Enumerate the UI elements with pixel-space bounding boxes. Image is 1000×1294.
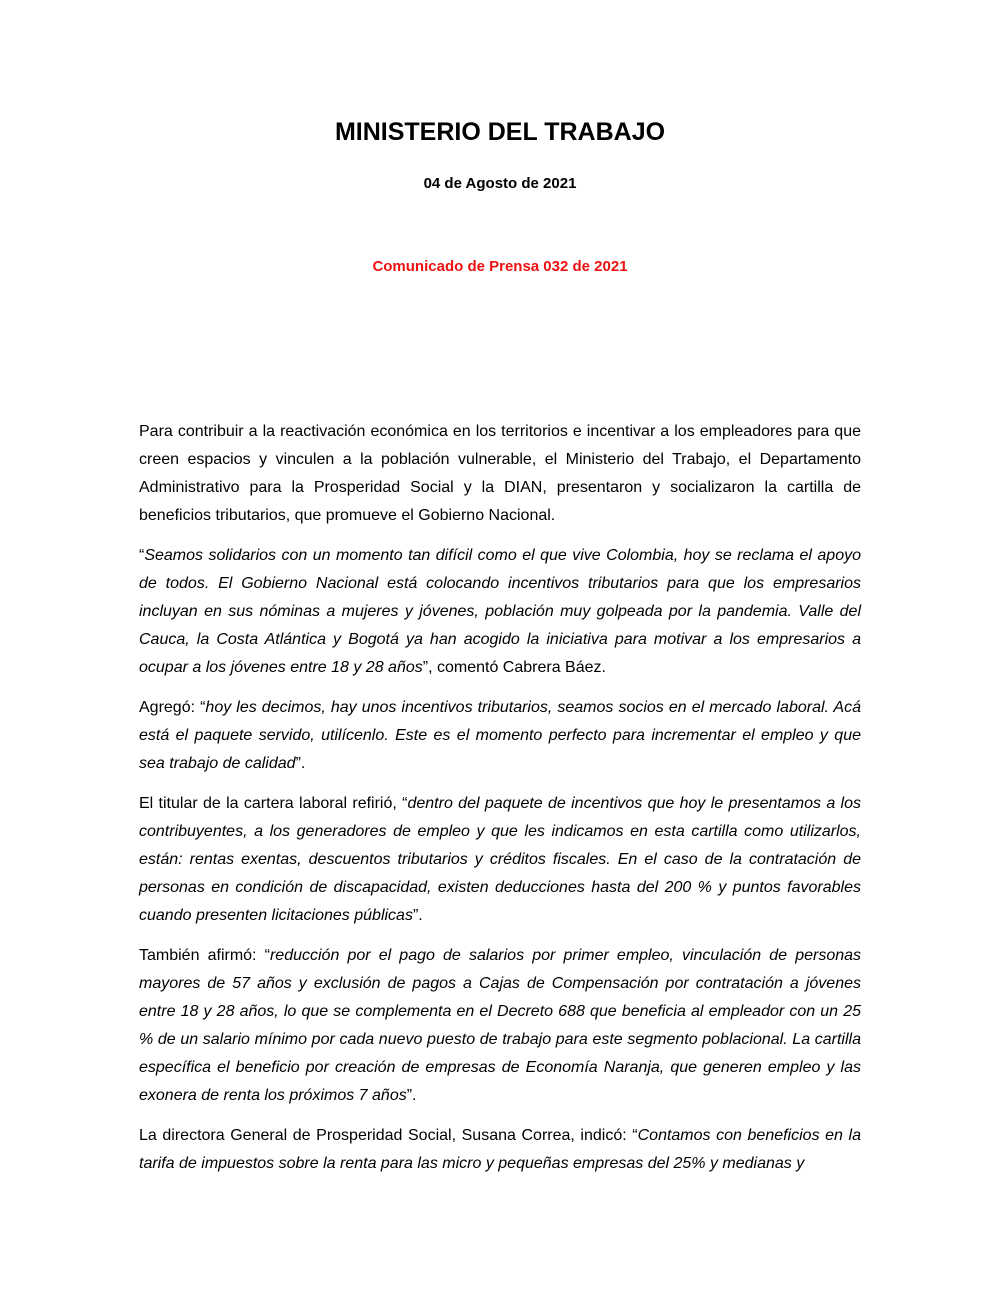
quote-text: Seamos solidarios con un momento tan difícil como el que vive Colombia, hoy se reclama el apoyo de todos. El Gobierno Nacional está colocando incentivos tributarios para que los empresarios incluyan en sus nóminas a mujeres y jóvenes, población muy golpeada por la pandemia. Valle del Cauca, la Costa Atlántica y Bogotá ya han acogido la iniciativa para motivar a los empresarios a ocupar a los jóvenes entre 18 y 28 años bbox=[139, 547, 861, 676]
body-paragraph bbox=[139, 1122, 861, 1178]
body-paragraph bbox=[139, 942, 861, 1110]
paragraph-text: ”. bbox=[295, 755, 306, 772]
body-paragraph bbox=[139, 542, 861, 682]
press-release-label: Comunicado de Prensa 032 de 2021 bbox=[372, 258, 628, 275]
quote-text: dentro del paquete de incentivos que hoy le presentamos a los contribuyentes, a los generadores de empleo y que les indicamos en esta cartilla como utilizarlos, están: rentas exentas, descuentos tributarios y créditos fiscales. En el caso de la contratación de personas en condición de discapacidad, existen deducciones hasta del 200 % y puntos favorables cuando presenten licitaciones públicas bbox=[139, 795, 862, 924]
paragraph-text: Agregó: “ bbox=[139, 699, 206, 716]
quote-text: Contamos con beneficios en la tarifa de impuestos sobre la renta para las micro y pequeñas empresas del 25% y medianas y bbox=[139, 1127, 862, 1172]
body-paragraph bbox=[139, 790, 861, 930]
paragraph-text: También afirmó: “ bbox=[139, 947, 270, 964]
paragraph-text: El titular de la cartera laboral refirió, “ bbox=[139, 795, 408, 812]
document-date: 04 de Agosto de 2021 bbox=[423, 175, 577, 192]
quote-text: hoy les decimos, hay unos incentivos tributarios, seamos socios en el mercado laboral. Acá está el paquete servido, utilícenlo. Este es el momento perfecto para incrementar el empleo y que sea trabajo de calidad bbox=[139, 699, 861, 772]
body-paragraph bbox=[139, 694, 861, 778]
document-body bbox=[139, 418, 861, 1190]
paragraph-text: ”. bbox=[406, 1087, 417, 1104]
document-title: MINISTERIO DEL TRABAJO bbox=[334, 118, 666, 146]
paragraph-text: La directora General de Prosperidad Social, Susana Correa, indicó: “ bbox=[139, 1127, 638, 1144]
quote-text: reducción por el pago de salarios por primer empleo, vinculación de personas mayores de 57 años y exclusión de pagos a Cajas de Compensación por contratación a jóvenes entre 18 y 28 años, lo que se complementa en el Decreto 688 que beneficia al empleador con un 25 % de un salario mínimo por cada nuevo puesto de trabajo para este segmento poblacional. La cartilla específica el beneficio por creación de empresas de Economía Naranja, que generen empleo y las exonera de renta los próximos 7 años bbox=[139, 947, 862, 1104]
paragraph-text: ”, comentó Cabrera Báez. bbox=[422, 659, 606, 676]
body-paragraph bbox=[139, 418, 861, 530]
paragraph-text: ”. bbox=[412, 907, 423, 924]
paragraph-text: “ bbox=[139, 547, 145, 564]
paragraph-text: Para contribuir a la reactivación económica en los territorios e incentivar a los empleadores para que creen espacios y vinculen a la población vulnerable, el Ministerio del Trabajo, el Departamento Administrativo para la Prosperidad Social y la DIAN, presentaron y socializaron la cartilla de beneficios tributarios, que promueve el Gobierno Nacional. bbox=[139, 423, 861, 524]
